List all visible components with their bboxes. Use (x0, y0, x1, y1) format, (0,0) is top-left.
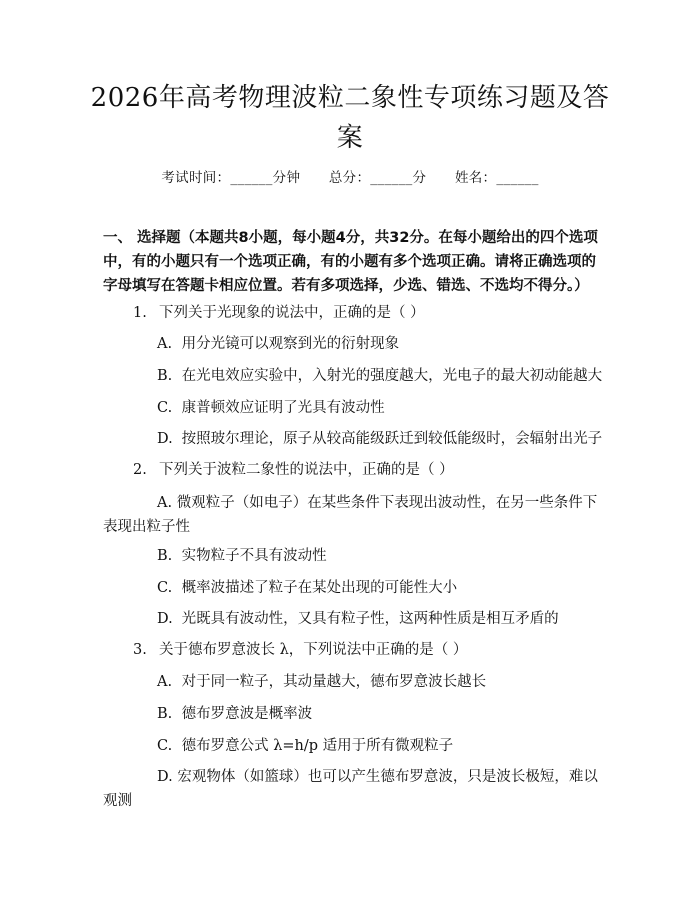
question-text: 下列关于光现象的说法中，正确的是（ ） (159, 305, 425, 321)
option-letter: D. (157, 769, 173, 785)
exam-name: 姓名：______ (454, 170, 539, 186)
option-letter: B. (157, 706, 173, 722)
option-text: 对于同一粒子，其动量越大，德布罗意波长越长 (181, 674, 487, 690)
document-title: 2026年高考物理波粒二象性专项练习题及答案 (90, 83, 610, 153)
option-letter: B. (157, 548, 173, 564)
option-letter: D. (157, 431, 173, 447)
option-letter: C. (157, 400, 173, 416)
option-letter: A. (157, 674, 173, 690)
question-2 (133, 459, 603, 481)
option-text: 康普顿效应证明了光具有波动性 (181, 400, 385, 416)
option-text: 光既具有波动性，又具有粒子性，这两种性质是相互矛盾的 (181, 611, 559, 627)
option-text: 用分光镜可以观察到光的衍射现象 (181, 336, 400, 352)
option-text: 按照玻尔理论，原子从较高能级跃迁到较低能级时，会辐射出光子 (181, 431, 603, 447)
question-2-option-a (103, 491, 601, 539)
option-text: 德布罗意波是概率波 (181, 706, 313, 722)
question-1 (133, 302, 603, 324)
question-3-option-b (157, 703, 603, 725)
question-number: 1. (133, 305, 147, 321)
option-letter: C. (157, 580, 173, 596)
question-3-option-c (157, 735, 603, 757)
question-number: 2. (133, 462, 147, 478)
option-text: 德布罗意公式 λ=h/p 适用于所有微观粒子 (181, 738, 454, 754)
question-1-option-b (157, 365, 603, 387)
question-2-option-b (157, 545, 603, 567)
question-3-option-a (157, 671, 603, 693)
option-letter: C. (157, 738, 173, 754)
question-1-option-d (157, 428, 603, 450)
option-letter: D. (157, 611, 173, 627)
question-text: 下列关于波粒二象性的说法中，正确的是（ ） (159, 462, 454, 478)
option-letter: A. (157, 336, 173, 352)
question-2-option-c (157, 577, 603, 599)
option-letter: B. (157, 368, 173, 384)
question-3 (133, 639, 603, 661)
option-text: 实物粒子不具有波动性 (181, 548, 327, 564)
question-number: 3. (133, 642, 147, 658)
exam-total-score: 总分：______分 (328, 170, 427, 186)
exam-time: 考试时间：______分钟 (161, 170, 301, 186)
option-text: 微观粒子（如电子）在某些条件下表现出波动性，在另一些条件下表现出粒子性 (103, 495, 598, 535)
option-text: 在光电效应实验中，入射光的强度越大，光电子的最大初动能越大 (181, 368, 603, 384)
section-heading: 一、 选择题（本题共8小题，每小题4分，共32分。在每小题给出的四个选项中，有的小题只有一个选项正确，有的小题有多个选项正确。请将正确选项的字母填写在答题卡相应位置。若有多项选择，少选、错选、不选均不得分。） (103, 230, 598, 294)
exam-meta (0, 166, 700, 186)
question-2-option-d (157, 608, 603, 630)
question-3-option-d (103, 765, 601, 813)
option-text: 宏观物体（如篮球）也可以产生德布罗意波，只是波长极短，难以观测 (103, 769, 598, 809)
option-text: 概率波描述了粒子在某处出现的可能性大小 (181, 580, 458, 596)
question-1-option-a (157, 333, 603, 355)
option-letter: A. (157, 495, 173, 511)
question-1-option-c (157, 397, 603, 419)
question-text: 关于德布罗意波长 λ，下列说法中正确的是（ ） (159, 642, 468, 658)
